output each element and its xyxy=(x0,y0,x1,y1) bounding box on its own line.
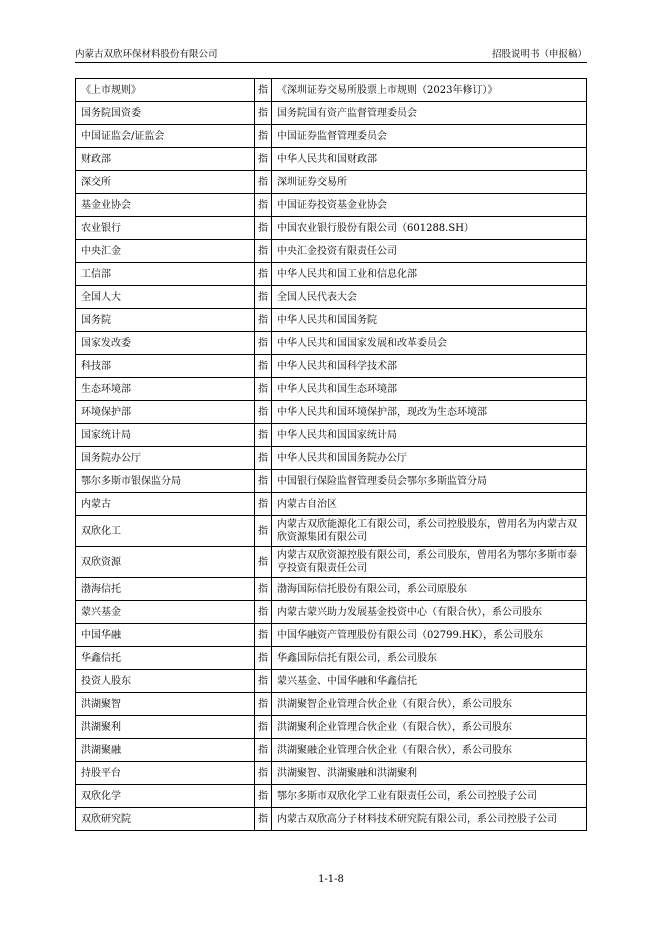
definition-row xyxy=(76,808,587,831)
definition-text: 中华人民共和国国务院办公厅 xyxy=(272,447,587,470)
definition-refers-to: 指 xyxy=(255,808,272,831)
definition-refers-to: 指 xyxy=(255,240,272,263)
definition-text: 全国人民代表大会 xyxy=(272,286,587,309)
definition-refers-to: 指 xyxy=(255,516,272,547)
definition-refers-to: 指 xyxy=(255,125,272,148)
definition-term: 渤海信托 xyxy=(76,578,255,601)
definition-text: 中央汇金投资有限责任公司 xyxy=(272,240,587,263)
definition-term: 双欣化学 xyxy=(76,785,255,808)
definition-term: 双欣研究院 xyxy=(76,808,255,831)
definition-term: 双欣化工 xyxy=(76,516,255,547)
definition-row xyxy=(76,263,587,286)
definition-refers-to: 指 xyxy=(255,762,272,785)
definition-text: 洪湖聚智、洪湖聚融和洪湖聚利 xyxy=(272,762,587,785)
definition-term: 国务院国资委 xyxy=(76,102,255,125)
definition-row xyxy=(76,762,587,785)
definition-term: 洪湖聚智 xyxy=(76,693,255,716)
page-number: 1-1-8 xyxy=(318,874,344,885)
definition-text: 中华人民共和国国务院 xyxy=(272,309,587,332)
definition-term: 中国华融 xyxy=(76,624,255,647)
header-document-title: 招股说明书（申报稿） xyxy=(491,49,587,60)
definition-text: 中国证券投资基金业协会 xyxy=(272,194,587,217)
definition-row xyxy=(76,647,587,670)
definition-text: 中华人民共和国科学技术部 xyxy=(272,355,587,378)
definition-term: 中国证监会/证监会 xyxy=(76,125,255,148)
definition-term: 华鑫信托 xyxy=(76,647,255,670)
definition-term: 工信部 xyxy=(76,263,255,286)
definition-row xyxy=(76,125,587,148)
definition-text: 《深圳证券交易所股票上市规则（2023年修订）》 xyxy=(272,79,587,102)
definition-text: 内蒙古双欣资源控股有限公司，系公司股东，曾用名为鄂尔多斯市泰亨投资有限责任公司 xyxy=(272,547,587,578)
definition-text: 内蒙古自治区 xyxy=(272,493,587,516)
definition-refers-to: 指 xyxy=(255,79,272,102)
definition-text: 中华人民共和国国家统计局 xyxy=(272,424,587,447)
definition-term: 农业银行 xyxy=(76,217,255,240)
definition-refers-to: 指 xyxy=(255,286,272,309)
definition-refers-to: 指 xyxy=(255,401,272,424)
definition-row xyxy=(76,601,587,624)
definition-term: 全国人大 xyxy=(76,286,255,309)
definition-text: 中华人民共和国环境保护部，现改为生态环境部 xyxy=(272,401,587,424)
definition-refers-to: 指 xyxy=(255,624,272,647)
definition-text: 渤海国际信托股份有限公司，系公司原股东 xyxy=(272,578,587,601)
definition-row xyxy=(76,516,587,547)
page-header xyxy=(75,44,587,63)
definition-row xyxy=(76,493,587,516)
definition-row xyxy=(76,739,587,762)
definition-refers-to: 指 xyxy=(255,601,272,624)
definition-text: 中国农业银行股份有限公司（601288.SH） xyxy=(272,217,587,240)
definition-text: 蒙兴基金、中国华融和华鑫信托 xyxy=(272,670,587,693)
definition-refers-to: 指 xyxy=(255,493,272,516)
definition-text: 中华人民共和国国家发展和改革委员会 xyxy=(272,332,587,355)
definition-text: 华鑫国际信托有限公司，系公司股东 xyxy=(272,647,587,670)
definition-term: 双欣资源 xyxy=(76,547,255,578)
definition-term: 内蒙古 xyxy=(76,493,255,516)
definition-term: 国务院 xyxy=(76,309,255,332)
definition-term: 科技部 xyxy=(76,355,255,378)
definition-row xyxy=(76,670,587,693)
definition-refers-to: 指 xyxy=(255,263,272,286)
definition-term: 中央汇金 xyxy=(76,240,255,263)
definition-text: 内蒙古双欣高分子材料技术研究院有限公司，系公司控股子公司 xyxy=(272,808,587,831)
definition-refers-to: 指 xyxy=(255,670,272,693)
definition-row xyxy=(76,240,587,263)
definition-refers-to: 指 xyxy=(255,739,272,762)
definition-text: 洪湖聚融企业管理合伙企业（有限合伙），系公司股东 xyxy=(272,739,587,762)
definition-refers-to: 指 xyxy=(255,148,272,171)
definition-row xyxy=(76,578,587,601)
definition-refers-to: 指 xyxy=(255,693,272,716)
definition-row xyxy=(76,217,587,240)
definition-row xyxy=(76,286,587,309)
header-company-name: 内蒙古双欣环保材料股份有限公司 xyxy=(75,49,218,60)
definition-text: 内蒙古双欣能源化工有限公司，系公司控股股东，曾用名为内蒙古双欣资源集团有限公司 xyxy=(272,516,587,547)
definition-row xyxy=(76,171,587,194)
definition-term: 蒙兴基金 xyxy=(76,601,255,624)
definitions-table xyxy=(75,78,587,831)
definition-refers-to: 指 xyxy=(255,332,272,355)
definition-refers-to: 指 xyxy=(255,785,272,808)
definition-row xyxy=(76,547,587,578)
definition-refers-to: 指 xyxy=(255,447,272,470)
definition-row xyxy=(76,470,587,493)
definition-term: 鄂尔多斯市银保监分局 xyxy=(76,470,255,493)
definition-row xyxy=(76,716,587,739)
definition-text: 鄂尔多斯市双欣化学工业有限责任公司，系公司控股子公司 xyxy=(272,785,587,808)
definition-row xyxy=(76,447,587,470)
definition-text: 中国证券监督管理委员会 xyxy=(272,125,587,148)
definition-row xyxy=(76,785,587,808)
definition-refers-to: 指 xyxy=(255,547,272,578)
definition-term: 财政部 xyxy=(76,148,255,171)
definition-text: 中国华融资产管理股份有限公司（02799.HK），系公司股东 xyxy=(272,624,587,647)
definition-refers-to: 指 xyxy=(255,309,272,332)
definition-refers-to: 指 xyxy=(255,355,272,378)
definition-term: 基金业协会 xyxy=(76,194,255,217)
definition-row xyxy=(76,309,587,332)
definition-text: 中华人民共和国工业和信息化部 xyxy=(272,263,587,286)
definition-row xyxy=(76,79,587,102)
definition-refers-to: 指 xyxy=(255,424,272,447)
definition-row xyxy=(76,424,587,447)
definition-text: 内蒙古蒙兴助力发展基金投资中心（有限合伙），系公司股东 xyxy=(272,601,587,624)
definition-text: 深圳证券交易所 xyxy=(272,171,587,194)
definition-term: 投资人股东 xyxy=(76,670,255,693)
definition-term: 国家统计局 xyxy=(76,424,255,447)
definition-term: 洪湖聚融 xyxy=(76,739,255,762)
definition-text: 中华人民共和国财政部 xyxy=(272,148,587,171)
definition-row xyxy=(76,624,587,647)
definition-refers-to: 指 xyxy=(255,102,272,125)
definition-term: 持股平台 xyxy=(76,762,255,785)
definition-text: 国务院国有资产监督管理委员会 xyxy=(272,102,587,125)
definition-text: 中国银行保险监督管理委员会鄂尔多斯监管分局 xyxy=(272,470,587,493)
definition-row xyxy=(76,355,587,378)
definition-text: 洪湖聚智企业管理合伙企业（有限合伙），系公司股东 xyxy=(272,693,587,716)
definition-term: 生态环境部 xyxy=(76,378,255,401)
definition-term: 国家发改委 xyxy=(76,332,255,355)
definition-refers-to: 指 xyxy=(255,578,272,601)
definition-refers-to: 指 xyxy=(255,470,272,493)
definition-row xyxy=(76,378,587,401)
definition-refers-to: 指 xyxy=(255,647,272,670)
definition-row xyxy=(76,194,587,217)
definition-refers-to: 指 xyxy=(255,171,272,194)
definition-term: 《上市规则》 xyxy=(76,79,255,102)
definition-refers-to: 指 xyxy=(255,194,272,217)
definition-text: 洪湖聚利企业管理合伙企业（有限合伙），系公司股东 xyxy=(272,716,587,739)
definition-row xyxy=(76,148,587,171)
definition-text: 中华人民共和国生态环境部 xyxy=(272,378,587,401)
definitions-table-body xyxy=(76,79,587,831)
definition-refers-to: 指 xyxy=(255,378,272,401)
definition-row xyxy=(76,693,587,716)
definition-term: 洪湖聚利 xyxy=(76,716,255,739)
definition-refers-to: 指 xyxy=(255,716,272,739)
definition-row xyxy=(76,332,587,355)
definition-refers-to: 指 xyxy=(255,217,272,240)
definition-row xyxy=(76,102,587,125)
definition-row xyxy=(76,401,587,424)
definition-term: 环境保护部 xyxy=(76,401,255,424)
definition-term: 国务院办公厅 xyxy=(76,447,255,470)
definition-term: 深交所 xyxy=(76,171,255,194)
